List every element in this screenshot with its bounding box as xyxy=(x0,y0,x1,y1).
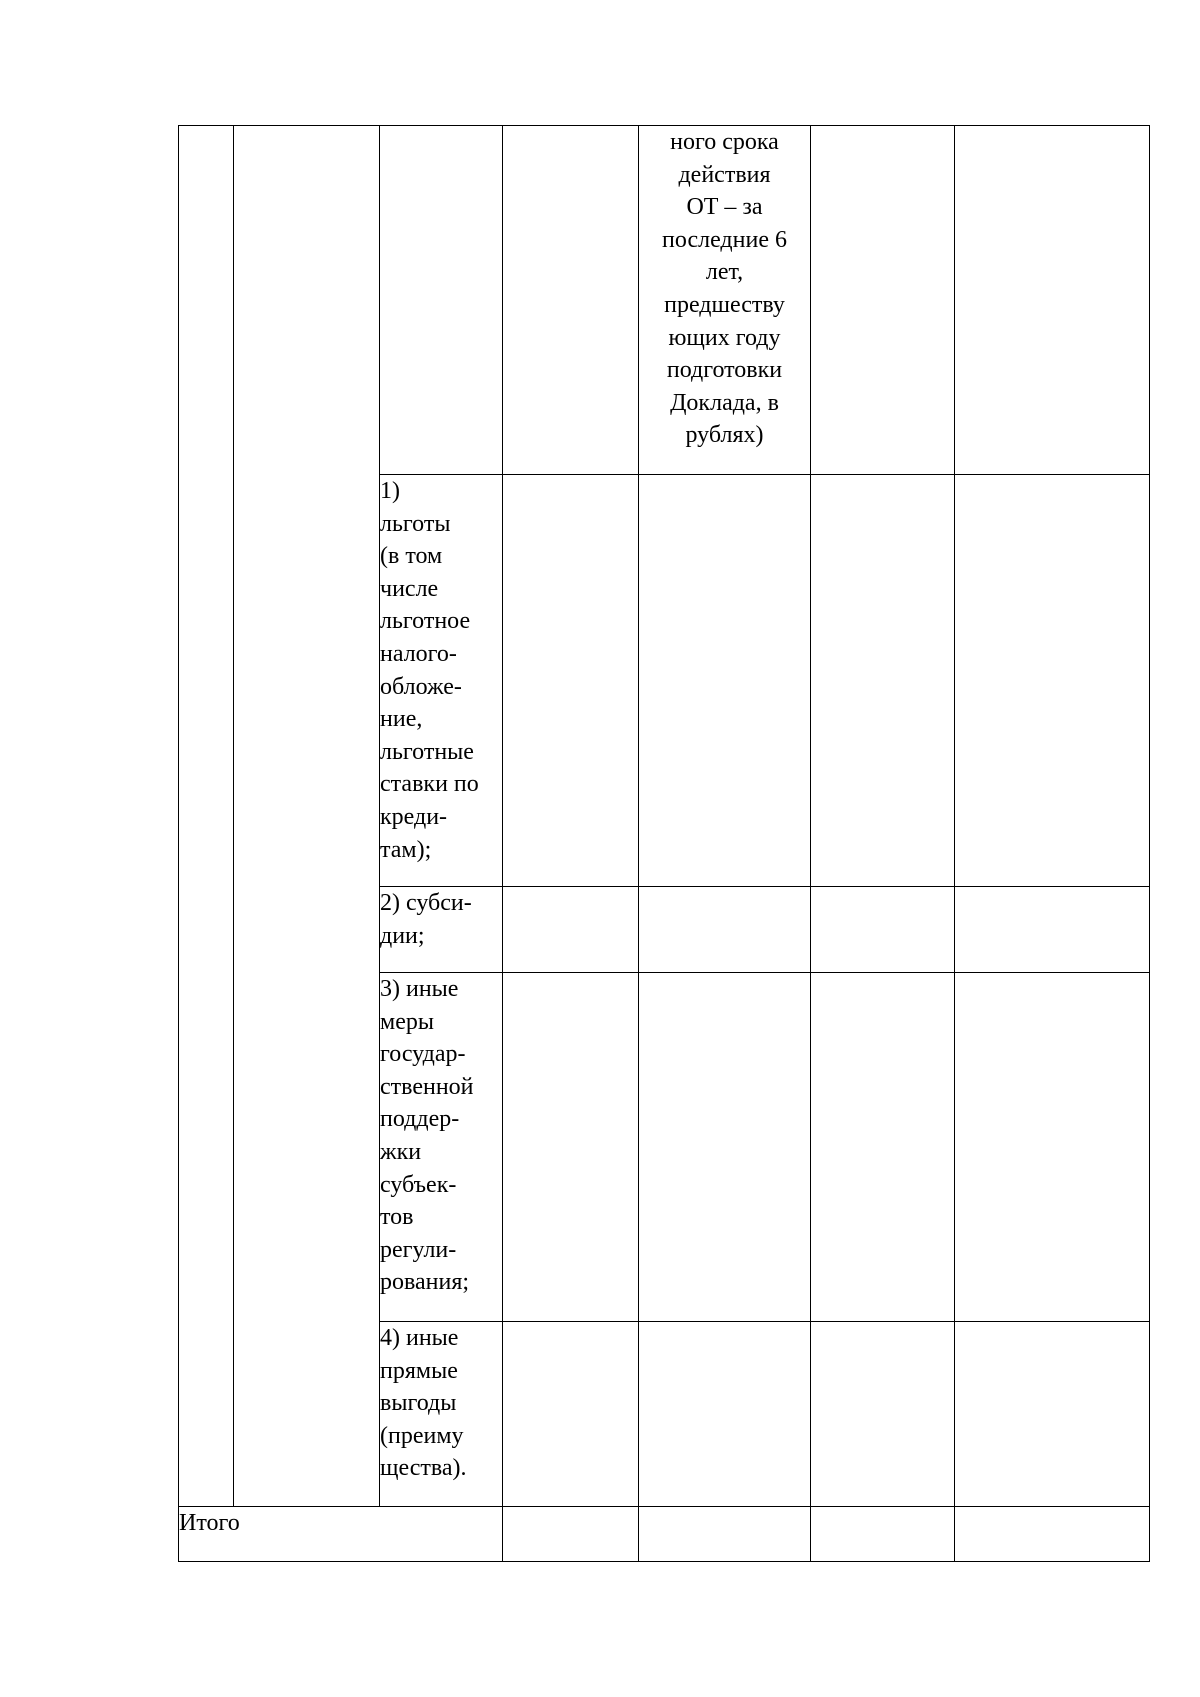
measure-line: прямые xyxy=(380,1357,458,1384)
measure-line: 1) xyxy=(380,478,400,504)
empty-cell xyxy=(503,1322,639,1507)
measure-line: регули- xyxy=(380,1236,457,1263)
total-label: Итого xyxy=(179,1510,240,1536)
empty-cell xyxy=(955,887,1150,973)
empty-cell xyxy=(503,1507,639,1562)
measure-line: льготные xyxy=(380,738,474,765)
empty-cell xyxy=(639,1507,811,1562)
document-table xyxy=(178,125,1150,1562)
header-line: подготовки xyxy=(666,357,783,384)
measure-cell-other-support xyxy=(380,973,503,1322)
header-line: действия xyxy=(678,161,771,188)
measure-line: субъек- xyxy=(380,1171,457,1198)
header-line: последние 6 xyxy=(662,226,787,253)
measure-line: числе xyxy=(380,575,439,602)
number-column-cell xyxy=(179,126,234,1507)
measure-line: рования; xyxy=(380,1269,470,1296)
measure-line: ние, xyxy=(380,706,423,733)
measure-line: (в том xyxy=(380,543,443,570)
empty-cell xyxy=(503,475,639,887)
name-column-cell xyxy=(234,126,380,1507)
period-header-cell xyxy=(639,126,811,475)
empty-cell xyxy=(639,887,811,973)
header-line: рублях) xyxy=(685,422,764,449)
header-line: лет, xyxy=(705,259,744,286)
measure-line: меры xyxy=(380,1008,434,1035)
measure-cell-benefits xyxy=(380,475,503,887)
measure-line: налого- xyxy=(380,640,457,667)
empty-cell xyxy=(955,475,1150,887)
measure-line: 3) иные xyxy=(380,976,459,1002)
measure-line: креди- xyxy=(380,803,448,830)
empty-cell xyxy=(811,887,955,973)
measure-line: льготное xyxy=(380,608,471,635)
empty-cell xyxy=(811,475,955,887)
empty-cell xyxy=(503,973,639,1322)
measure-line: тов xyxy=(380,1204,414,1231)
table-row-header-continuation xyxy=(179,126,1150,475)
empty-cell xyxy=(811,1322,955,1507)
measure-line: там); xyxy=(380,836,432,863)
measure-line: 2) субси- xyxy=(380,890,472,916)
total-label-cell xyxy=(179,1507,503,1562)
measure-line: выгоды xyxy=(380,1390,457,1417)
measure-line: государ- xyxy=(380,1041,466,1068)
empty-cell xyxy=(639,475,811,887)
empty-cell xyxy=(955,126,1150,475)
empty-cell xyxy=(955,973,1150,1322)
empty-cell xyxy=(955,1507,1150,1562)
header-line: ющих году xyxy=(668,324,781,351)
measure-line: 4) иные xyxy=(380,1325,459,1351)
header-line: предшеству xyxy=(664,291,785,318)
empty-cell xyxy=(811,126,955,475)
measure-cell-other-benefits xyxy=(380,1322,503,1507)
empty-cell xyxy=(811,1507,955,1562)
header-line: Доклада, в xyxy=(670,389,779,416)
empty-cell xyxy=(380,126,503,475)
empty-cell xyxy=(639,1322,811,1507)
table-row-total xyxy=(179,1507,1150,1562)
measure-line: (преиму xyxy=(380,1422,464,1449)
measure-cell-subsidies xyxy=(380,887,503,973)
empty-cell xyxy=(639,973,811,1322)
measure-line: льготы xyxy=(380,510,451,537)
header-line: ного срока xyxy=(670,129,779,155)
empty-cell xyxy=(503,126,639,475)
measure-line: дии; xyxy=(380,922,425,949)
measure-line: ставки по xyxy=(380,771,479,798)
empty-cell xyxy=(955,1322,1150,1507)
measure-line: жки xyxy=(380,1138,422,1165)
empty-cell xyxy=(503,887,639,973)
header-line: ОТ – за xyxy=(686,194,763,221)
measure-line: щества). xyxy=(380,1455,467,1482)
measure-line: поддер- xyxy=(380,1106,460,1133)
measure-line: ственной xyxy=(380,1073,474,1100)
measure-line: обложе- xyxy=(380,673,462,700)
empty-cell xyxy=(811,973,955,1322)
